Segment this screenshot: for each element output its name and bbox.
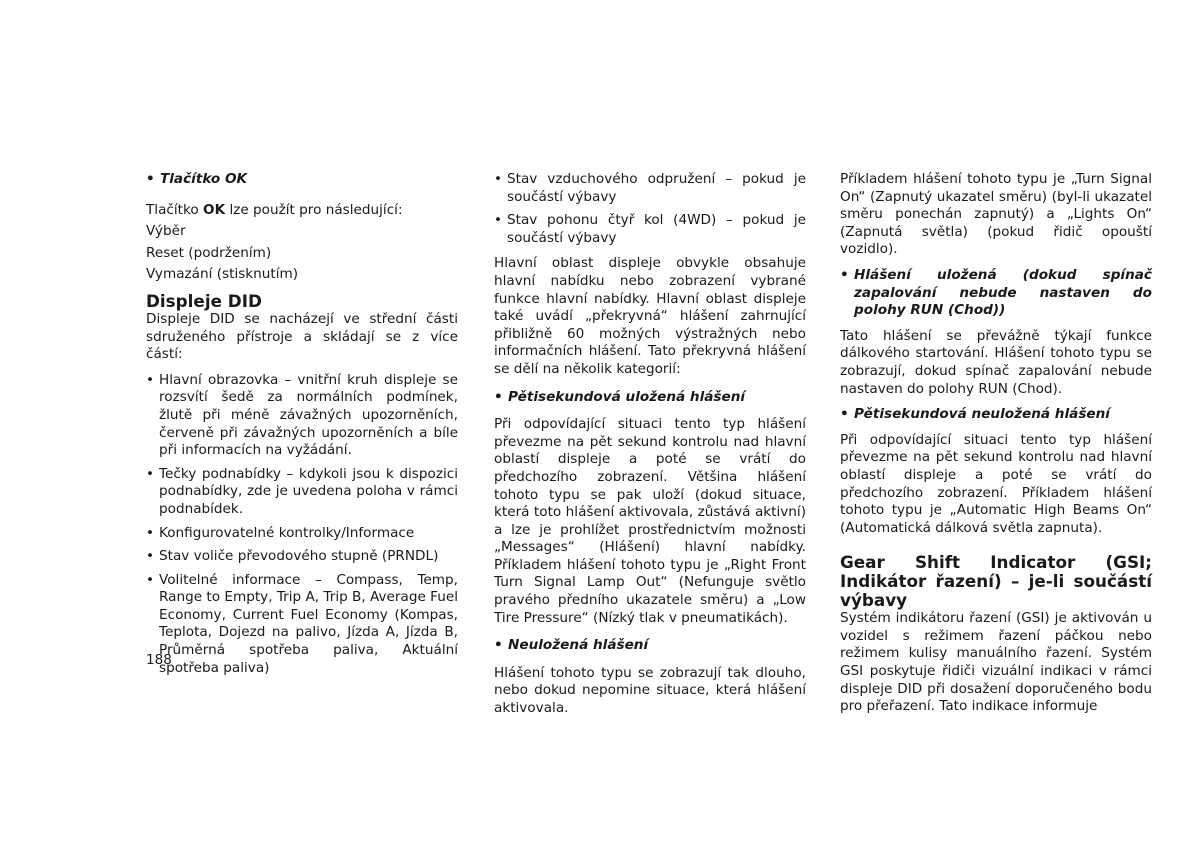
- did-bullet: • Konfigurovatelné kontrolky/Informace: [146, 525, 458, 543]
- ok-use-item: Výběr: [146, 223, 186, 240]
- ok-intro: Tlačítko OK lze použít pro následující:: [146, 201, 403, 218]
- page-number: 188: [146, 652, 172, 668]
- did-bullet: • Hlavní obrazovka – vnitřní kruh displeje se rozsvítí šedě za normálních podmínek, žlutě při méně závažných upozorněních, červeně při závažných upozorněních a bíle při informacích na vyžádání.: [146, 372, 458, 460]
- gsi-heading: Gear Shift Indicator (GSI; Indikátor řazení) – je-li součástí výbavy: [840, 552, 1152, 611]
- ok-button-heading: • Tlačítko OK: [146, 171, 458, 189]
- did-bullet: • Stav voliče převodového stupně (PRNDL): [146, 548, 458, 566]
- ok-use-item: Reset (podržením): [146, 244, 272, 261]
- unstored-text: Hlášení tohoto typu se zobrazují tak dlouho, nebo dokud nepomine situace, která hlášení aktivovala.: [494, 664, 806, 717]
- column-middle: [494, 171, 806, 718]
- column-left: [146, 171, 458, 677]
- did-bullet: • Tečky podnabídky – kdykoli jsou k dispozici podnabídky, zde je uvedena poloha v rámci podnabídek.: [146, 466, 458, 519]
- did-bullet: • Stav vzduchového odpružení – pokud je součástí výbavy: [494, 171, 806, 206]
- ok-use-item: Vymazání (stisknutím): [146, 266, 299, 283]
- did-bullet: • Volitelné informace – Compass, Temp, Range to Empty, Trip A, Trip B, Average Fuel Economy, Current Fuel Economy (Kompas, Teplota, Dojezd na palivo, Jízda A, Jízda B, Průměrná spotřeba paliva, Aktuální spotřeba paliva): [146, 572, 458, 678]
- example-text: Příkladem hlášení tohoto typu je „Turn Signal On“ (Zapnutý ukazatel směru) (byl-li ukazatel směru ponechán zapnutý) a „Lights On“ (Zapnutá světla) (pokud řidič opouští vozidlo).: [840, 171, 1152, 258]
- five-sec-unstored-text: Při odpovídající situaci tento typ hlášení převezme na pět sekund kontrolu nad hlavní oblastí displeje a poté se vrátí do předchozího zobrazení. Příkladem hlášení tohoto typu je „Automatic High Beams On“ (Automatická dálková světla zapnuta).: [840, 431, 1152, 536]
- five-sec-unstored-heading: • Pětisekundová neuložená hlášení: [840, 406, 1152, 424]
- five-sec-stored-text: Při odpovídající situaci tento typ hlášení převezme na pět sekund kontrolu nad hlavní oblastí displeje a poté se vrátí do předchozího zobrazení. Většina hlášení tohoto typu se pak uloží (dokud situace, která toto hlášení aktivovala, zůstává aktivní) a lze je prohlížet prostřednictvím možnosti „Messages“ (Hlášení) hlavní nabídky. Příkladem hlášení tohoto typu je „Right Front Turn Signal Lamp Out“ (Nefunguje světlo pravého předního ukazatele směru) a „Low Tire Pressure“ (Nízký tlak v pneumatikách).: [494, 416, 806, 626]
- stored-until-run-heading: • Hlášení uložená (dokud spínač zapalování nebude nastaven do polohy RUN (Chod)): [840, 267, 1152, 320]
- stored-until-run-text: Tato hlášení se převážně týkají funkce dálkového startování. Hlášení tohoto typu se zobrazují, dokud spínač zapalování nebude nastaven do polohy RUN (Chod).: [840, 327, 1152, 397]
- five-sec-stored-heading: • Pětisekundová uložená hlášení: [494, 389, 806, 407]
- did-intro: Displeje DID se nacházejí ve střední části sdruženého přístroje a skládají se z více částí:: [146, 310, 458, 363]
- did-heading: Displeje DID: [146, 290, 262, 311]
- main-area-text: Hlavní oblast displeje obvykle obsahuje hlavní nabídku nebo zobrazení vybrané funkce hlavní nabídky. Hlavní oblast displeje také uvádí „překryvná“ hlášení zahrnující přibližně 60 možných výstražných nebo informačních hlášení. Tato překryvná hlášení se dělí na několik kategorií:: [494, 255, 806, 377]
- did-bullet: • Stav pohonu čtyř kol (4WD) – pokud je součástí výbavy: [494, 212, 806, 247]
- gsi-text: Systém indikátoru řazení (GSI) je aktivován u vozidel s režimem řazení páčkou nebo režimem kulisy manuálního řazení. Systém GSI poskytuje řidiči vizuální indikaci v rámci displeje DID při dosažení doporučeného bodu pro přeřazení. Tato indikace informuje: [840, 610, 1152, 715]
- column-right: [840, 171, 1152, 716]
- unstored-heading: • Neuložená hlášení: [494, 637, 806, 655]
